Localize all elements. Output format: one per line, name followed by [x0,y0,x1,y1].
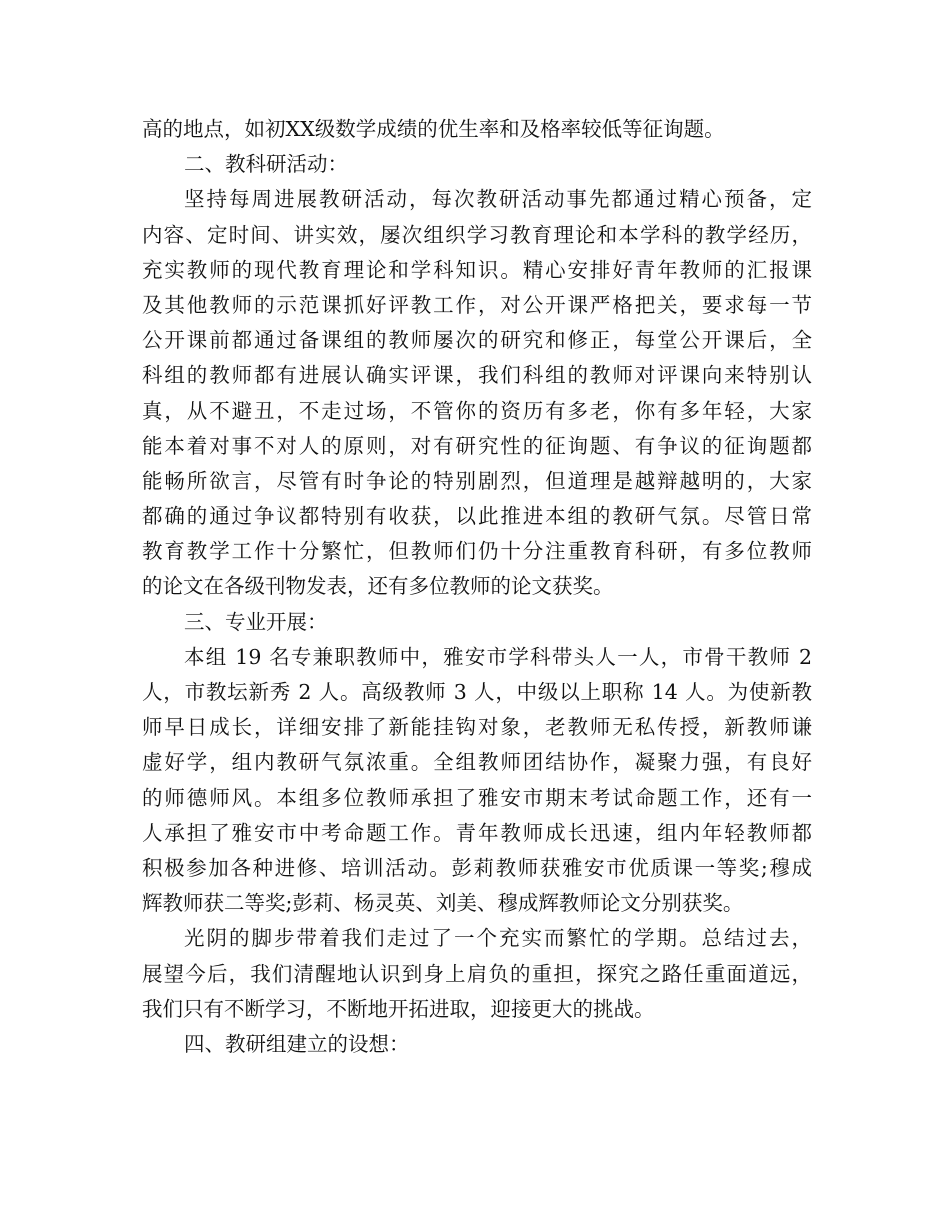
text-line: 本组 19 名专兼职教师中，雅安市学科带头人一人，市骨干教师 2 [184,644,812,669]
text-line: 人承担了雅安市中考命题工作。青年教师成长迅速，组内年轻教师都 [142,820,812,845]
section-heading: 三、专业开展： [184,609,328,634]
text-line: 我们只有不断学习，不断地开拓进取，迎接更大的挑战。 [142,996,655,1021]
text-line: 能本着对事不对人的原则，对有研究性的征询题、有争议的征询题都 [142,433,812,458]
document-body [142,112,812,1062]
text-line: 虚好学，组内教研气氛浓重。全组教师团结协作，凝聚力强，有良好 [142,750,812,775]
text-line: 充实教师的现代教育理论和学科知识。精心安排好青年教师的汇报课 [142,257,812,282]
text-line: 高的地点，如初XX级数学成绩的优生率和及格率较低等征询题。 [142,117,725,141]
text-line: 真，从不避丑，不走过场，不管你的资历有多老，你有多年轻，大家 [142,398,812,423]
section-heading: 四、教研组建立的设想： [184,1031,410,1056]
text-line: 教育教学工作十分繁忙，但教师们仍十分注重教育科研，有多位教师 [142,539,812,564]
text-line: 能畅所欲言，尽管有时争论的特别剧烈，但道理是越辩越明的，大家 [142,468,812,493]
text-line: 的论文在各级刊物发表，还有多位教师的论文获奖。 [142,574,614,599]
text-line: 展望今后，我们清醒地认识到身上肩负的重担，探究之路任重面道远， [142,961,812,986]
text-line: 及其他教师的示范课抓好评教工作，对公开课严格把关，要求每一节 [142,292,812,317]
text-line: 的师德师风。本组多位教师承担了雅安市期末考试命题工作，还有一 [142,785,812,810]
text-line: 光阴的脚步带着我们走过了一个充实而繁忙的学期。总结过去， [184,926,812,951]
text-line: 坚持每周进展教研活动，每次教研活动事先都通过精心预备，定 [184,187,812,212]
text-line: 公开课前都通过备课组的教师屡次的研究和修正，每堂公开课后，全 [142,328,812,353]
text-line: 都确的通过争议都特别有收获，以此推进本组的教研气氛。尽管日常 [142,504,812,529]
text-line: 辉教师获二等奖;彭莉、杨灵英、刘美、穆成辉教师论文分别获奖。 [142,891,744,916]
text-line: 内容、定时间、讲实效，屡次组织学习教育理论和本学科的教学经历， [142,222,812,247]
text-line: 积极参加各种进修、培训活动。彭莉教师获雅安市优质课一等奖;穆成 [142,855,812,880]
text-line: 人，市教坛新秀 2 人。高级教师 3 人，中级以上职称 14 人。为使新教 [142,680,812,704]
section-heading: 二、教科研活动： [184,152,348,177]
text-line: 师早日成长，详细安排了新能挂钩对象，老教师无私传授，新教师谦 [142,715,812,740]
text-line: 科组的教师都有进展认确实评课，我们科组的教师对评课向来特别认 [142,363,812,388]
